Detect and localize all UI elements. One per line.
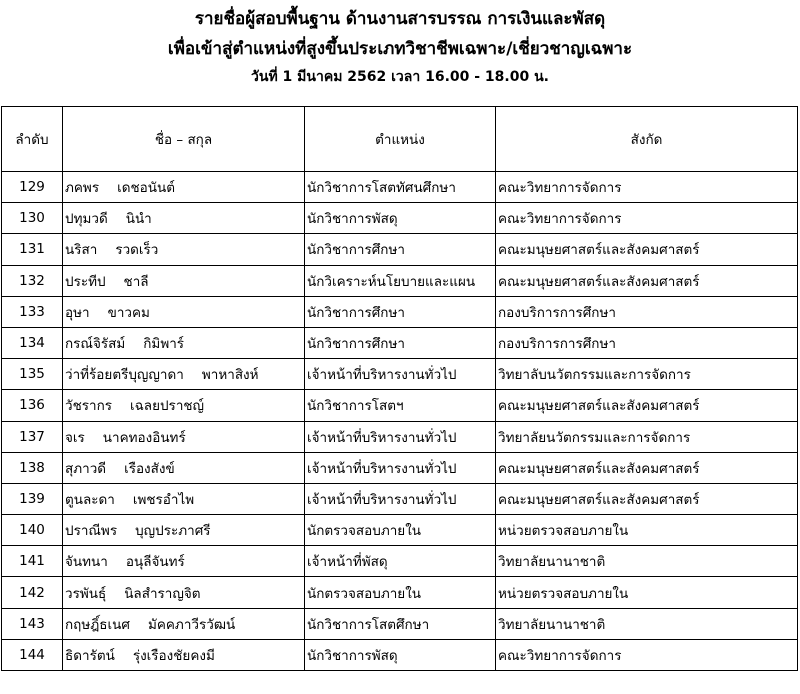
first-name: ประทีป: [65, 273, 106, 290]
col-header-position: ตำแหน่ง: [305, 107, 496, 172]
last-name: นินำ: [125, 211, 152, 228]
row-name: [63, 172, 305, 203]
row-position: เจ้าหน้าที่บริหารงานทั่วไป: [305, 483, 496, 514]
row-position: เจ้าหน้าที่บริหารงานทั่วไป: [305, 421, 496, 452]
first-name: วรพันธุ์: [65, 585, 107, 602]
last-name: ขาวคม: [107, 304, 150, 321]
row-position: นักวิชาการพัสดุ: [305, 639, 496, 670]
row-unit: คณะวิทยาการจัดการ: [496, 639, 798, 670]
row-number: 130: [2, 203, 63, 234]
last-name: เรืองสังข์: [124, 460, 175, 477]
first-name: อุษา: [65, 304, 90, 321]
row-name: [63, 452, 305, 483]
first-name: ภคพร: [65, 180, 100, 197]
row-position: นักตรวจสอบภายใน: [305, 515, 496, 546]
document-header: [0, 0, 800, 90]
row-unit: คณะมนุษยศาสตร์และสังคมศาสตร์: [496, 483, 798, 514]
row-unit: คณะมนุษยศาสตร์และสังคมศาสตร์: [496, 390, 798, 421]
row-name: [63, 608, 305, 639]
first-name: วัชรากร: [65, 398, 112, 415]
row-unit: คณะวิทยาการจัดการ: [496, 172, 798, 203]
last-name: พาหาสิงห์: [201, 367, 259, 384]
examinee-table: [1, 106, 798, 671]
row-unit: วิทยาลัยนานาชาติ: [496, 608, 798, 639]
row-name: [63, 390, 305, 421]
row-number: 143: [2, 608, 63, 639]
row-number: 134: [2, 327, 63, 358]
last-name: กิมิพาร์: [143, 336, 185, 353]
row-name: [63, 203, 305, 234]
table-row: [2, 452, 798, 483]
last-name: เฉลยปราชญ์: [130, 398, 205, 415]
row-unit: คณะมนุษยศาสตร์และสังคมศาสตร์: [496, 265, 798, 296]
table-header-row: [2, 107, 798, 172]
first-name: จันทนา: [65, 554, 108, 571]
last-name: นาคทองอินทร์: [102, 429, 186, 446]
row-number: 138: [2, 452, 63, 483]
row-unit: วิทยาลัยนานาชาติ: [496, 546, 798, 577]
table-row: [2, 483, 798, 514]
row-name: [63, 234, 305, 265]
last-name: รุ่งเรืองชัยคงมี: [132, 647, 215, 664]
row-number: 140: [2, 515, 63, 546]
table-row: [2, 265, 798, 296]
row-unit: วิทยาลัยนวัตกรรมและการจัดการ: [496, 421, 798, 452]
row-number: 136: [2, 390, 63, 421]
last-name: มัคคภาวีรวัฒน์: [147, 616, 236, 633]
last-name: นิลสำราญจิต: [124, 585, 201, 602]
table-row: [2, 327, 798, 358]
row-name: [63, 577, 305, 608]
first-name: ว่าที่ร้อยตรีบุญญาดา: [65, 367, 184, 384]
row-number: 142: [2, 577, 63, 608]
row-number: 132: [2, 265, 63, 296]
row-number: 137: [2, 421, 63, 452]
col-header-no: ลำดับ: [2, 107, 63, 172]
table-row: [2, 172, 798, 203]
row-position: นักวิชาการศึกษา: [305, 296, 496, 327]
table-row: [2, 203, 798, 234]
row-position: นักวิชาการพัสดุ: [305, 203, 496, 234]
table-row: [2, 515, 798, 546]
row-position: เจ้าหน้าที่บริหารงานทั่วไป: [305, 359, 496, 390]
row-position: เจ้าหน้าที่พัสดุ: [305, 546, 496, 577]
row-unit: คณะมนุษยศาสตร์และสังคมศาสตร์: [496, 452, 798, 483]
row-name: [63, 483, 305, 514]
row-name: [63, 639, 305, 670]
row-unit: หน่วยตรวจสอบภายใน: [496, 515, 798, 546]
row-name: [63, 296, 305, 327]
last-name: เพชรอำไพ: [132, 491, 195, 508]
row-unit: กองบริการการศึกษา: [496, 296, 798, 327]
row-position: นักวิชาการโสตทัศนศึกษา: [305, 172, 496, 203]
first-name: นริสา: [65, 242, 98, 259]
row-name: [63, 421, 305, 452]
row-unit: หน่วยตรวจสอบภายใน: [496, 577, 798, 608]
row-unit: คณะวิทยาการจัดการ: [496, 203, 798, 234]
last-name: บุญประภาศรี: [135, 523, 211, 540]
last-name: รวดเร็ว: [115, 242, 159, 259]
title-line-2: เพื่อเข้าสู่ตำแหน่งที่สูงขึ้นประเภทวิชาชีพเฉพาะ/เชี่ยวชาญเฉพาะ: [167, 39, 633, 59]
row-name: [63, 265, 305, 296]
row-position: เจ้าหน้าที่บริหารงานทั่วไป: [305, 452, 496, 483]
col-header-name: ชื่อ – สกุล: [63, 107, 305, 172]
table-row: [2, 421, 798, 452]
table-row: [2, 608, 798, 639]
first-name: สุภาวดี: [65, 460, 107, 477]
row-position: นักวิชาการศึกษา: [305, 234, 496, 265]
row-position: นักวิชาการศึกษา: [305, 327, 496, 358]
row-position: นักวิชาการโสตศึกษา: [305, 608, 496, 639]
table-row: [2, 296, 798, 327]
row-name: [63, 359, 305, 390]
row-name: [63, 515, 305, 546]
row-unit: วิทยาลับนวัตกรรมและการจัดการ: [496, 359, 798, 390]
row-number: 139: [2, 483, 63, 514]
row-name: [63, 546, 305, 577]
row-position: นักวิชาการโสตฯ: [305, 390, 496, 421]
row-unit: คณะมนุษยศาสตร์และสังคมศาสตร์: [496, 234, 798, 265]
row-number: 135: [2, 359, 63, 390]
col-header-unit: สังกัด: [496, 107, 798, 172]
row-number: 133: [2, 296, 63, 327]
first-name: ปทุมวดี: [65, 211, 108, 228]
row-number: 141: [2, 546, 63, 577]
table-row: [2, 546, 798, 577]
row-unit: กองบริการการศึกษา: [496, 327, 798, 358]
first-name: ตูนละดา: [65, 491, 115, 508]
row-number: 131: [2, 234, 63, 265]
first-name: กรณ์จิรัสม์: [65, 336, 126, 353]
row-name: [63, 327, 305, 358]
table-row: [2, 390, 798, 421]
row-position: นักตรวจสอบภายใน: [305, 577, 496, 608]
row-number: 129: [2, 172, 63, 203]
last-name: ชาลี: [123, 273, 149, 290]
first-name: กฤษฎิ์ธเนศ: [65, 616, 130, 633]
first-name: จเร: [65, 429, 85, 446]
last-name: อนุลีจันทร์: [125, 554, 185, 571]
last-name: เดชอนันต์: [117, 180, 175, 197]
first-name: ปราณีพร: [65, 523, 118, 540]
table-row: [2, 359, 798, 390]
title-line-1: รายชื่อผู้สอบพื้นฐาน ด้านงานสารบรรณ การเงินและพัสดุ: [194, 9, 606, 29]
table-row: [2, 639, 798, 670]
row-position: นักวิเคราะห์นโยบายและแผน: [305, 265, 496, 296]
table-row: [2, 234, 798, 265]
first-name: ธิดารัตน์: [65, 647, 115, 664]
row-number: 144: [2, 639, 63, 670]
exam-date-line: วันที่ 1 มีนาคม 2562 เวลา 16.00 - 18.00 น.: [251, 69, 549, 85]
table-row: [2, 577, 798, 608]
